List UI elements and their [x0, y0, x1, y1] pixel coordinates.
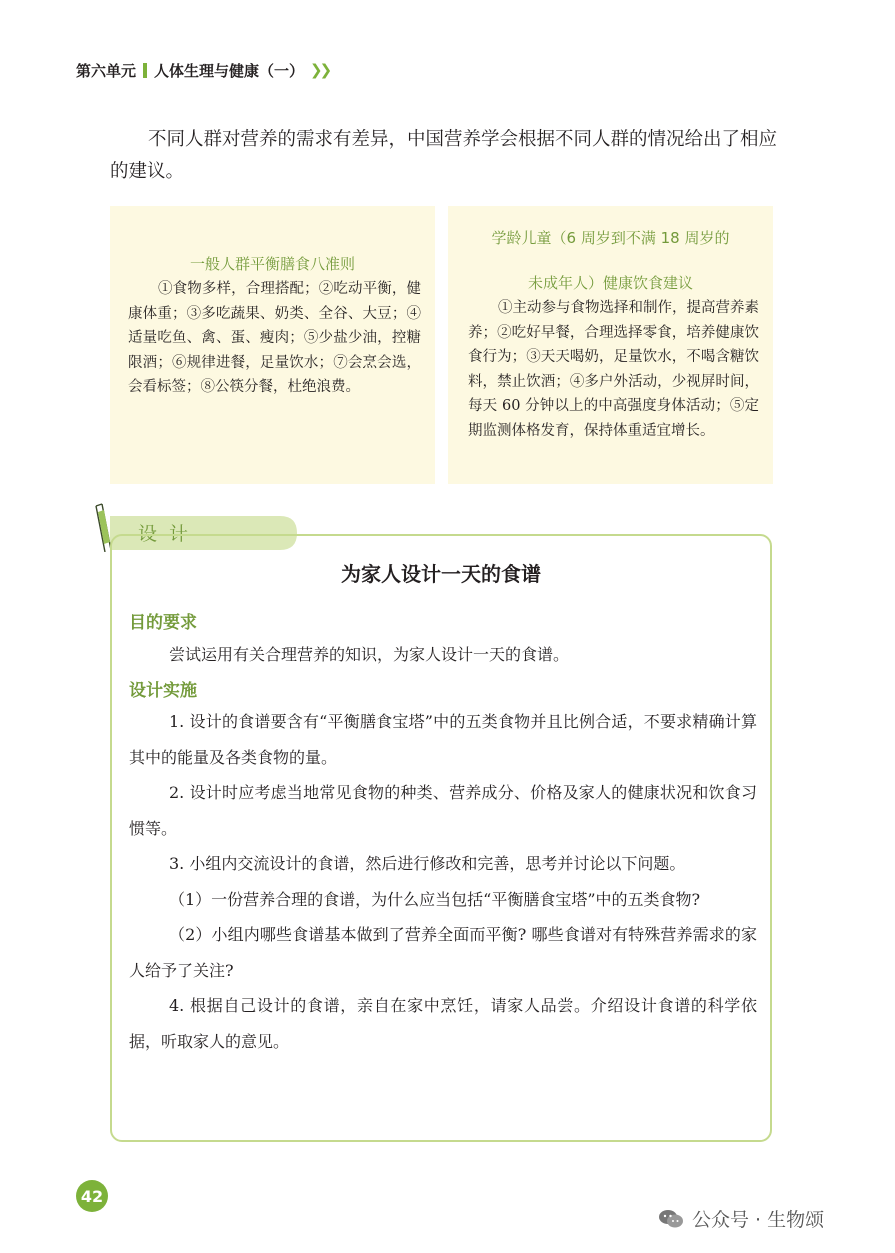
header-divider: [143, 63, 147, 78]
general-guideline-title: 一般人群平衡膳食八准则: [189, 255, 355, 273]
wechat-icon: [658, 1209, 684, 1229]
children-guideline-title-line2: 未成年人）健康饮食建议: [527, 274, 693, 292]
design-tab-label: 设计: [138, 523, 201, 545]
question-2: （2）小组内哪些食谱基本做到了营养全面而平衡? 哪些食谱对有特殊营养需求的家人给予了关注?: [129, 925, 757, 980]
purpose-heading: 目的要求: [129, 613, 197, 633]
step-1: 1. 设计的食谱要含有“平衡膳食宝塔”中的五类食物并且比例合适，不要求精确计算其中的能量及各类食物的量。: [129, 712, 757, 767]
design-activity-box: [110, 534, 772, 1142]
step-2: 2. 设计时应考虑当地常见食物的种类、营养成分、价格及家人的健康状况和饮食习惯等。: [129, 783, 757, 838]
page-number: 42: [76, 1180, 108, 1212]
purpose-text: 尝试运用有关合理营养的知识，为家人设计一天的食谱。: [169, 645, 570, 664]
watermark-text: 公众号 · 生物颂: [692, 1209, 825, 1231]
double-chevron-icon: ❯❯: [310, 61, 330, 79]
general-guideline-box: [110, 206, 435, 484]
design-title: 为家人设计一天的食谱: [341, 562, 541, 586]
implementation-heading: 设计实施: [129, 681, 197, 701]
step-3: 3. 小组内交流设计的食谱，然后进行修改和完善，思考并讨论以下问题。: [169, 854, 686, 873]
children-guideline-title-line1: 学龄儿童（6 周岁到不满 18 周岁的: [491, 229, 730, 247]
question-1: （1）一份营养合理的食谱，为什么应当包括“平衡膳食宝塔”中的五类食物?: [169, 889, 701, 909]
chapter-title: 人体生理与健康（一）: [154, 61, 305, 80]
step-4: 4. 根据自己设计的食谱，亲自在家中烹饪，请家人品尝。介绍设计食谱的科学依据，听取家人的意见。: [129, 996, 757, 1051]
implementation-steps: [129, 704, 757, 1059]
children-guideline-body: ①主动参与食物选择和制作，提高营养素养；②吃好早餐，合理选择零食，培养健康饮食行为；③天天喝奶，足量饮水，不喝含糖饮料，禁止饮酒；④多户外活动，少视屏时间，每天 60 分钟以上的中高强度身体活动；⑤定期监测体格发育，保持体重适宜增长。: [468, 300, 759, 439]
watermark: [658, 1205, 824, 1232]
chapter-header: [76, 58, 329, 82]
children-guideline-box: [448, 206, 773, 484]
intro-paragraph: 不同人群对营养的需求有差异，中国营养学会根据不同人群的情况给出了相应的建议。: [110, 129, 778, 182]
general-guideline-body: ①食物多样，合理搭配；②吃动平衡，健康体重；③多吃蔬果、奶类、全谷、大豆；④适量吃鱼、禽、蛋、瘦肉；⑤少盐少油，控糖限酒；⑥规律进餐，足量饮水；⑦会烹会选，会看标签；⑧公筷分餐，杜绝浪费。: [128, 281, 421, 395]
unit-label: 第六单元: [76, 61, 137, 80]
